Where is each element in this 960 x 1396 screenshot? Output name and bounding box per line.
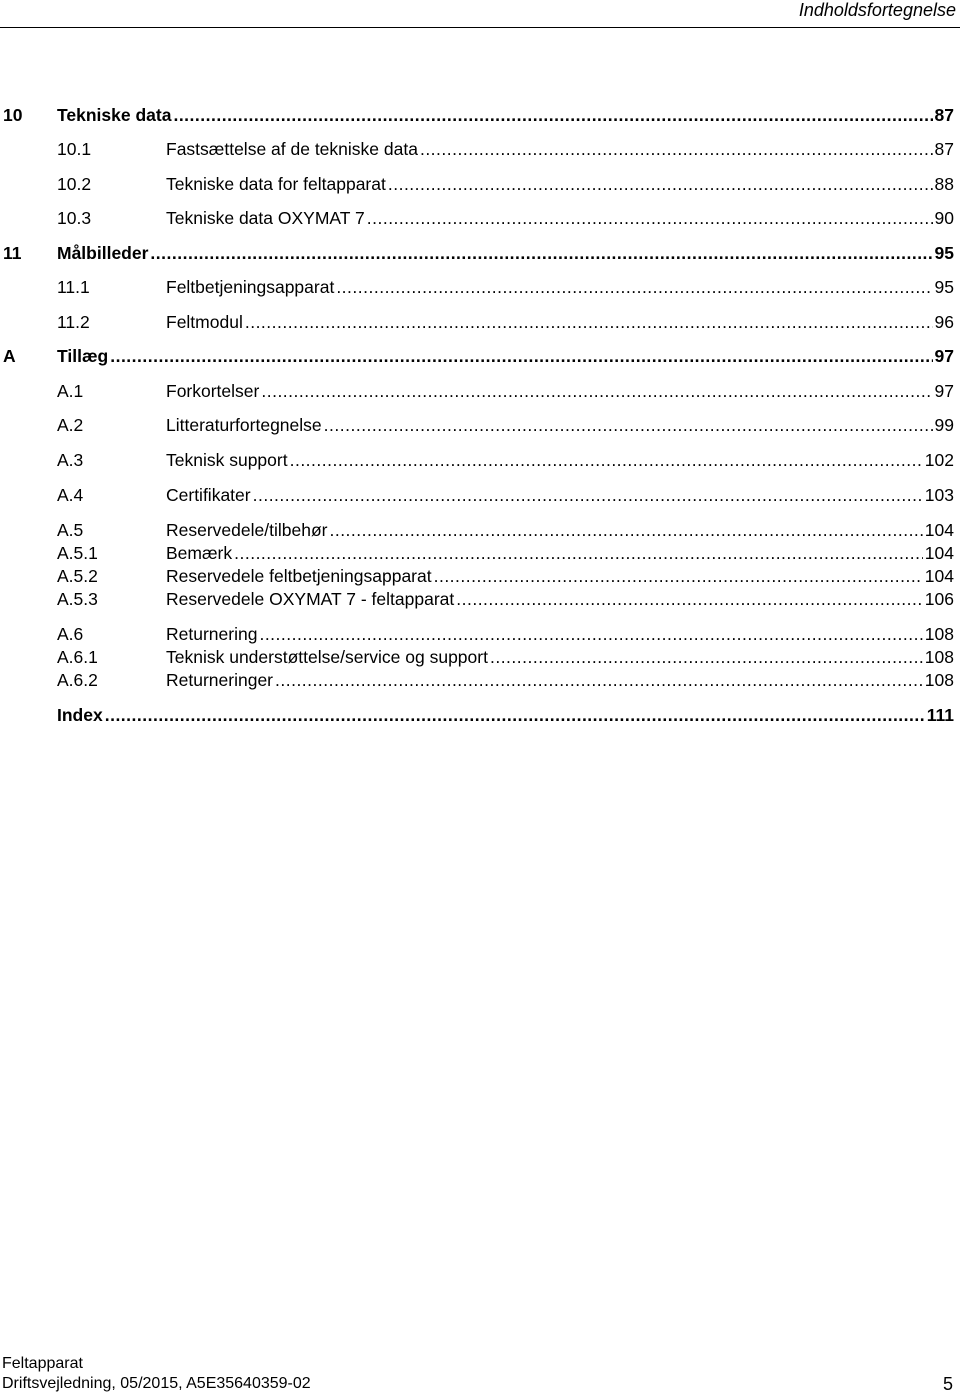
- toc-entry[interactable]: [0, 206, 954, 230]
- toc-leader-dots: [290, 448, 923, 472]
- toc-entry[interactable]: [0, 103, 954, 127]
- toc-entry[interactable]: [0, 448, 954, 472]
- toc-entry[interactable]: [0, 587, 954, 611]
- toc-entry[interactable]: [0, 668, 954, 692]
- toc-entry-number: A.6.1: [57, 647, 98, 667]
- toc-leader-dots: [367, 206, 933, 230]
- toc-entry-number: A.5.1: [57, 543, 98, 563]
- toc-leader-dots: [245, 310, 933, 334]
- toc-entry-page: 97: [934, 381, 954, 401]
- toc-leader-dots: [234, 541, 923, 565]
- toc-entry[interactable]: [0, 310, 954, 334]
- footer-page-number: 5: [942, 1374, 953, 1394]
- toc-leader-dots: [173, 103, 932, 127]
- toc-entry-page: 97: [934, 346, 954, 366]
- toc-entry-page: 95: [934, 277, 954, 297]
- toc-leader-dots: [420, 137, 933, 161]
- toc-entry-number: A.5.2: [57, 566, 98, 586]
- toc-entry-title: Tekniske data: [57, 105, 172, 125]
- toc-entry-number: A.4: [57, 485, 84, 505]
- toc-leader-dots: [275, 668, 923, 692]
- footer-product: Feltapparat: [2, 1355, 83, 1372]
- toc-entry[interactable]: [0, 541, 954, 565]
- toc-entry[interactable]: [0, 703, 954, 727]
- toc-entry-title: Forkortelser: [166, 381, 260, 401]
- toc-entry[interactable]: [0, 241, 954, 265]
- toc-leader-dots: [490, 645, 923, 669]
- footer-manual: Driftsvejledning, 05/2015, A5E35640359-02: [2, 1375, 311, 1392]
- toc-entry-page: 96: [934, 312, 954, 332]
- toc-entry-title: Litteraturfortegnelse: [166, 415, 322, 435]
- toc-leader-dots: [259, 622, 922, 646]
- toc-entry-number: A: [3, 346, 16, 366]
- toc-entry[interactable]: [0, 137, 954, 161]
- toc-entry-title: Tekniske data OXYMAT 7: [166, 208, 365, 228]
- toc-leader-dots: [105, 703, 925, 727]
- toc-entry[interactable]: [0, 413, 954, 437]
- toc-entry-page: 108: [924, 670, 954, 690]
- toc-leader-dots: [110, 344, 932, 368]
- toc-entry-number: A.3: [57, 450, 84, 470]
- toc-entry-number: A.6.2: [57, 670, 98, 690]
- toc-leader-dots: [388, 172, 933, 196]
- toc-entry[interactable]: [0, 172, 954, 196]
- toc-entry-number: 11.1: [57, 277, 90, 297]
- toc-entry[interactable]: [0, 622, 954, 646]
- toc-entry[interactable]: [0, 275, 954, 299]
- toc-entry-title: Reservedele feltbetjeningsapparat: [166, 566, 432, 586]
- toc-entry-title: Index: [57, 705, 103, 725]
- toc-entry[interactable]: [0, 645, 954, 669]
- footer-text: [2, 1354, 311, 1394]
- toc-entry-number: A.5.3: [57, 589, 98, 609]
- toc-leader-dots: [261, 379, 932, 403]
- toc-entry-title: Tekniske data for feltapparat: [166, 174, 386, 194]
- toc-leader-dots: [150, 241, 932, 265]
- toc-entry-page: 99: [934, 415, 954, 435]
- toc-entry-page: 106: [924, 589, 954, 609]
- header-title: Indholdsfortegnelse: [798, 0, 956, 20]
- toc-entry-title: Teknisk understøttelse/service og support: [166, 647, 488, 667]
- toc-entry-title: Reservedele OXYMAT 7 - feltapparat: [166, 589, 455, 609]
- toc-entry-number: 10: [3, 105, 23, 125]
- toc-entry-page: 88: [934, 174, 954, 194]
- toc-leader-dots: [253, 483, 923, 507]
- toc-entry-page: 95: [934, 243, 954, 263]
- toc-entry-page: 103: [924, 485, 954, 505]
- toc-entry-title: Målbilleder: [57, 243, 149, 263]
- toc-entry-number: 11.2: [57, 312, 90, 332]
- toc-entry-page: 104: [924, 566, 954, 586]
- toc-entry-page: 104: [924, 520, 954, 540]
- toc-entry-title: Certifikater: [166, 485, 251, 505]
- toc-leader-dots: [456, 587, 923, 611]
- toc-entry[interactable]: [0, 379, 954, 403]
- toc-entry-number: A.6: [57, 624, 84, 644]
- toc-entry-title: Returneringer: [166, 670, 273, 690]
- toc-entry-page: 102: [924, 450, 954, 470]
- toc-entry-title: Tillæg: [57, 346, 109, 366]
- toc-entry-title: Feltmodul: [166, 312, 243, 332]
- toc-entry-number: 10.3: [57, 208, 92, 228]
- toc-entry-page: 87: [934, 139, 954, 159]
- toc-entry-page: 111: [926, 705, 954, 725]
- toc-entry-title: Bemærk: [166, 543, 233, 563]
- toc-entry-number: A.2: [57, 415, 84, 435]
- toc-entry-title: Teknisk support: [166, 450, 288, 470]
- toc-entry-title: Fastsættelse af de tekniske data: [166, 139, 418, 159]
- toc-entry-title: Reservedele/tilbehør: [166, 520, 328, 540]
- toc-entry-page: 108: [924, 624, 954, 644]
- toc-entry[interactable]: [0, 344, 954, 368]
- toc-leader-dots: [336, 275, 932, 299]
- toc-leader-dots: [329, 518, 922, 542]
- toc-entry-number: 10.1: [57, 139, 92, 159]
- toc-entry-page: 104: [924, 543, 954, 563]
- toc-entry[interactable]: [0, 564, 954, 588]
- toc-leader-dots: [324, 413, 933, 437]
- toc-entry-title: Feltbetjeningsapparat: [166, 277, 335, 297]
- toc-entry-number: 10.2: [57, 174, 92, 194]
- toc-entry[interactable]: [0, 518, 954, 542]
- toc-entry-page: 90: [934, 208, 954, 228]
- toc-entry-page: 87: [934, 105, 954, 125]
- toc-entry[interactable]: [0, 483, 954, 507]
- toc-entry-number: 11: [3, 243, 22, 263]
- toc-entry-page: 108: [924, 647, 954, 667]
- toc-entry-number: A.5: [57, 520, 84, 540]
- header-divider: [0, 27, 960, 28]
- toc-entry-number: A.1: [57, 381, 84, 401]
- toc-leader-dots: [434, 564, 923, 588]
- toc-entry-title: Returnering: [166, 624, 258, 644]
